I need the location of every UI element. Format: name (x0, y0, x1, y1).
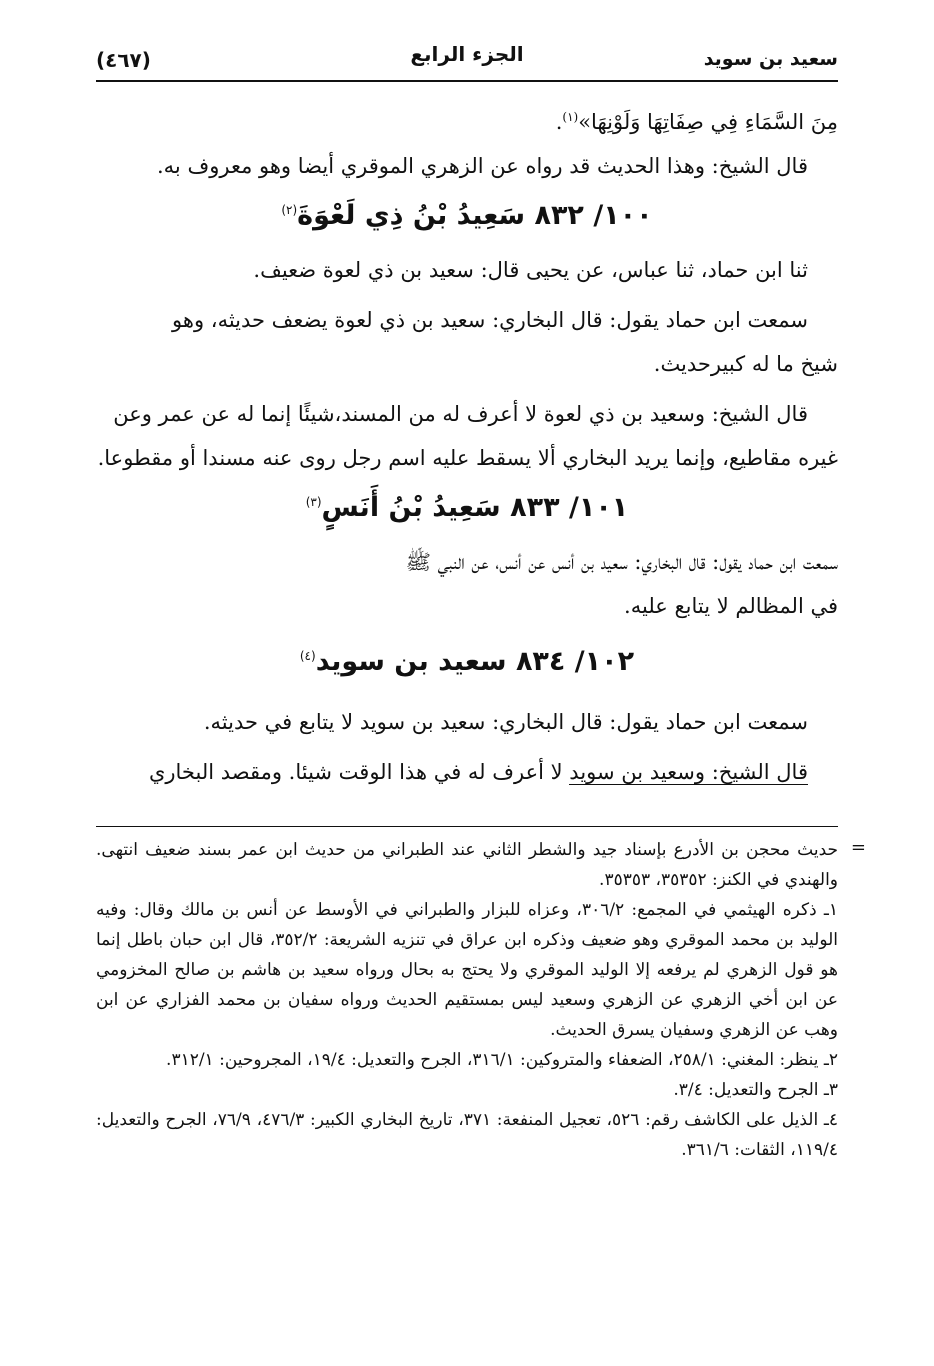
quote-end: مِنَ السَّمَاءِ فِي صِفَاتِهَا وَلَوْنِهَا» (578, 110, 838, 134)
page-header (96, 40, 838, 82)
text-line (96, 750, 838, 794)
text-line: في المظالم لا يتابع عليه. (624, 594, 838, 618)
text-fragment: لا أعرف له في هذا الوقت شيئا. ومقصد البخاري (148, 760, 570, 784)
underlined-phrase: قال الشيخ: وسعيد بن سويد (569, 760, 808, 784)
text-line (96, 100, 838, 144)
continuation-mark: = (850, 837, 866, 858)
entry-title: ١٠٠/ ٨٣٢ سَعِيدُ بْنُ ذِي لَعْوَةَ (297, 200, 653, 231)
text-line: قال الشيخ: وسعيد بن ذي لعوة لا أعرف له من المسند،شيئًا إنما له عن عمر وعن (113, 402, 808, 426)
text-line: سمعت ابن حماد يقول: قال البخاري: سعيد بن ذي لعوة يضعف حديثه، وهو (172, 308, 808, 332)
entry-title: ١٠١/ ٨٣٣ سَعِيدُ بْنُ أَنَسٍ (321, 492, 629, 523)
punctuation: . (555, 110, 563, 134)
footnote-3: ٣ـ الجرح والتعديل: ٣/٤. (673, 1080, 838, 1100)
text-line: قال الشيخ: وهذا الحديث قد رواه عن الزهري الموقري أيضا وهو معروف به. (157, 154, 808, 178)
footnote-continued: حديث محجن بن الأدرع بإسناد جيد والشطر الثاني عند الطبراني من حديث ابن عمر بسند ضعيف انتهى. والهندي في الكنز: ٣٥٣٥٢، ٣٥٣٥٣. (96, 840, 838, 890)
page-number: (٤٦٧) (96, 48, 151, 72)
entry-heading (96, 634, 838, 690)
text-line: سمعت ابن حماد يقول: قال البخاري: سعيد بن سويد لا يتابع في حديثه. (203, 710, 808, 734)
entry-heading (96, 480, 838, 536)
text-line: سمعت ابن حماد يقول: قال البخاري: سعيد بن أنس عن أنس، عن النبي ﷺ (405, 550, 838, 574)
volume-part: الجزء الرابع (410, 42, 524, 66)
text-line: شيخ ما له كبيرحديث. (653, 352, 838, 376)
text-line: غيره مقاطيع، وإنما يريد البخاري ألا يسقط عليه اسم رجل روى عنه مسندا أو مقطوعا. (97, 446, 838, 470)
footnote-2: ٢ـ ينظر: المغني: ٢٥٨/١، الضعفاء والمتروكين: ٣١٦/١، الجرح والتعديل: ١٩/٤، المجروحين: ٣١٢/١. (166, 1050, 838, 1070)
footnote-ref: (٤) (299, 649, 316, 663)
footnotes (96, 826, 866, 1165)
running-title: سعيد بن سويد (703, 48, 838, 70)
entry-heading (96, 188, 838, 244)
footnote-4: ٤ـ الذيل على الكاشف رقم: ٥٢٦، تعجيل المنفعة: ٣٧١، تاريخ البخاري الكبير: ٤٧٦/٣، ٧٦/٩، الجرح والتعديل: ١١٩/٤، الثقات: ٣٦١/٦. (96, 1110, 838, 1160)
entry-title: ١٠٢/ ٨٣٤ سعيد بن سويد (315, 646, 635, 677)
footnote-1: ١ـ ذكره الهيثمي في المجمع: ٣٠٦/٢، وعزاه للبزار والطبراني في الأوسط عن أنس بن مالك وقال: وفيه الوليد بن محمد الموقري وهو ضعيف وذكره ابن عراق في تنزيه الشريعة: ٣٥٢/٢، قال ابن حبان باطل إنما هو قول الزهري لم يرفعه إلا الوليد الموقري ولا يحتج به بحال ورواه سعيد بن هاشم بن صالح المخزومي عن ابن أخي الزهري عن الزهري وسعيد ليس بمستقيم الحديث ورواه سفيان بن محمد الفزاري عن ابن وهب عن الزهري وسفيان يسرق الحديث. (96, 900, 839, 1040)
text-line: ثنا ابن حماد، ثنا عباس، عن يحيى قال: سعيد بن ذي لعوة ضعيف. (253, 258, 808, 282)
footnote-ref: (٢) (281, 203, 298, 217)
main-text (96, 100, 838, 794)
footnote-ref: (١) (562, 110, 579, 124)
footnote-ref: (٣) (305, 495, 322, 509)
